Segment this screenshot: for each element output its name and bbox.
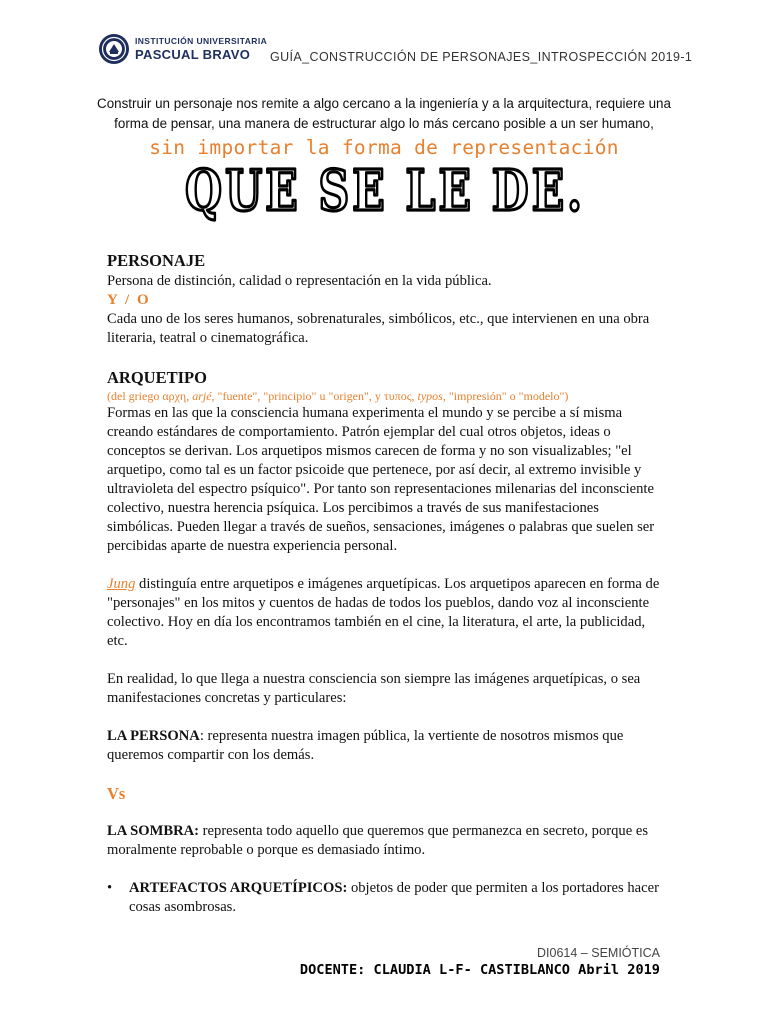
bullet-icon: • <box>107 880 113 896</box>
artefactos-label: ARTEFACTOS ARQUETÍPICOS: <box>129 880 348 896</box>
realidad-paragraph: En realidad, lo que llega a nuestra consciencia son siempre las imágenes arquetípicas, o sea manifestaciones concretas y particulares: <box>107 671 641 706</box>
main-content <box>107 250 667 917</box>
intro-paragraph <box>90 94 678 134</box>
vs-separator: Vs <box>107 784 126 803</box>
heading-personaje: PERSONAJE <box>107 251 206 270</box>
persona-paragraph: LA PERSONA: representa nuestra imagen pública, la vertiente de nosotros mismos que queremos compartir con los demás. <box>107 728 624 763</box>
jung-link[interactable]: Jung <box>107 576 136 592</box>
intro-line2: forma de pensar, una manera de estructurar algo lo más cercano posible a un ser humano, <box>114 116 654 131</box>
personaje-definition-1: Persona de distinción, calidad o representación en la vida pública. <box>107 273 492 289</box>
personaje-definition-2: Cada uno de los seres humanos, sobrenaturales, simbólicos, etc., que intervienen en una obra literaria, teatral o cinematográfica. <box>107 311 650 346</box>
logo-line1: INSTITUCIÓN UNIVERSITARIA <box>135 36 268 47</box>
heading-arquetipo: ARQUETIPO <box>107 368 207 387</box>
intro-line1: Construir un personaje nos remite a algo cercano a la ingeniería y a la arquitectura, requiere una <box>97 96 671 111</box>
seal-icon <box>98 33 130 65</box>
title-text: QUE SE LE DE. <box>185 158 585 224</box>
jung-paragraph: Jung distinguía entre arquetipos e imágenes arquetípicas. Los arquetipos aparecen en forma de "personajes" en los mitos y cuentos de hadas de todos los pueblos, dando voz al inconsciente colectivo. Hoy en día los encontramos también en el cine, la literatura, el arte, la publicidad, etc. <box>107 576 660 649</box>
connector-y-o: Y / O <box>107 292 151 308</box>
logo-line2: PASCUAL BRAVO <box>135 46 251 62</box>
footer-teacher: DOCENTE: CLAUDIA L-F- CASTIBLANCO Abril 2019 <box>299 962 660 978</box>
sombra-label: LA SOMBRA: <box>107 823 200 839</box>
decorative-title <box>183 156 603 224</box>
arquetipo-etymology: (del griego αρχη, arjé, "fuente", "principio" u "origen", y τυπος, typos, "impresión" o "modelo") <box>107 389 569 403</box>
footer-course: DI0614 – SEMIÓTICA <box>537 946 660 960</box>
intro-highlight: sin importar la forma de representación <box>149 136 619 159</box>
sombra-paragraph: LA SOMBRA: representa todo aquello que queremos que permanezca en secreto, porque es moralmente reprobable o porque es demasiado íntimo. <box>107 823 648 858</box>
arquetipo-body: Formas en las que la consciencia humana experimenta el mundo y se percibe a sí misma creando estándares de comportamiento. Patrón ejemplar del cual otros objetos, ideas o conceptos se derivan. Los arquetipos mismos carecen de forma y no son visualizables; "el arquetipo, como tal es un factor psicoide que pertenece, por así decir, al extremo invisible y ultravioleta del espectro psíquico". Por tanto son representaciones milenarias del inconsciente colectivo, nuestra herencia psíquica. Los percibimos a través de sus manifestaciones simbólicas. Pueden llegar a través de sueños, sensaciones, imágenes o palabras que suelen ser percibidas aparte de nuestra experiencia personal. <box>107 405 655 554</box>
list-item-artefactos: • ARTEFACTOS ARQUETÍPICOS: objetos de poder que permiten a los portadores hacer cosas asombrosas. <box>107 880 659 915</box>
persona-label: LA PERSONA <box>107 728 200 744</box>
institution-logo <box>98 33 267 65</box>
document-header-title: GUÍA_CONSTRUCCIÓN DE PERSONAJES_INTROSPECCIÓN 2019-1 <box>270 50 693 64</box>
